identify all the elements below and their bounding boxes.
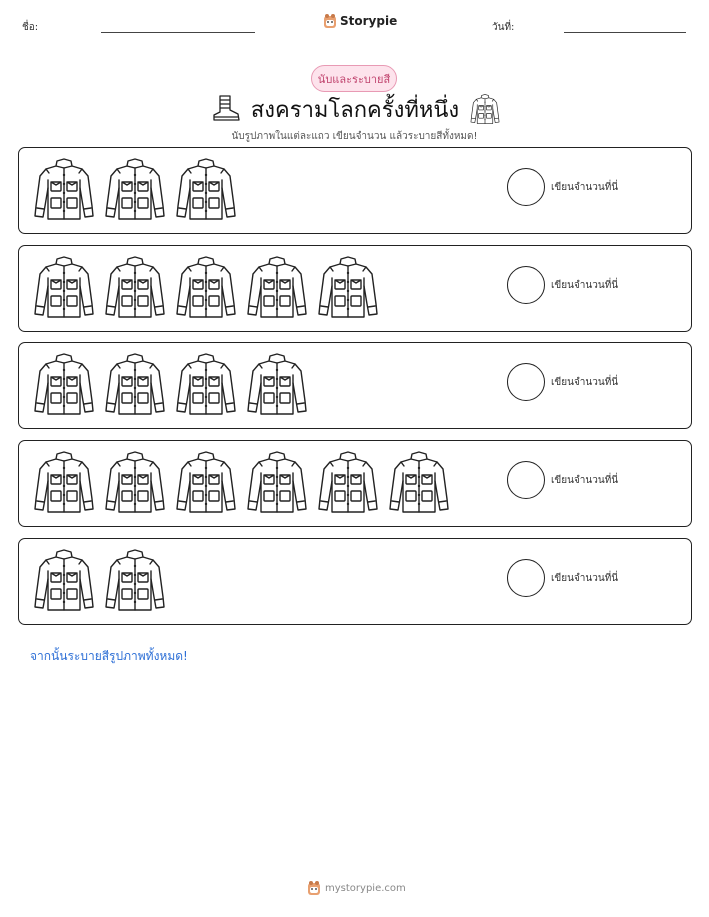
jacket-icon[interactable]	[173, 254, 239, 320]
brand-name: Storypie	[340, 14, 398, 28]
name-label: ชื่อ:	[22, 22, 39, 33]
jacket-icon[interactable]	[31, 254, 97, 320]
date-line[interactable]	[564, 32, 686, 33]
jacket-group	[31, 156, 239, 224]
jacket-icon[interactable]	[102, 351, 168, 417]
name-line[interactable]	[101, 32, 255, 33]
counting-row	[18, 342, 692, 429]
jacket-icon[interactable]	[102, 156, 168, 222]
answer-circle[interactable]	[507, 559, 545, 597]
counting-row	[18, 245, 692, 332]
jacket-icon[interactable]	[31, 156, 97, 222]
answer-circle[interactable]	[507, 168, 545, 206]
footer-instruction: จากนั้นระบายสีรูปภาพทั้งหมด!	[30, 649, 188, 663]
jacket-icon[interactable]	[31, 449, 97, 515]
counting-row	[18, 147, 692, 234]
storypie-mascot-icon	[323, 13, 337, 29]
jacket-icon[interactable]	[102, 547, 168, 613]
write-number-label: เขียนจำนวนที่นี่	[551, 280, 619, 291]
boot-icon	[211, 94, 241, 124]
jacket-icon[interactable]	[173, 351, 239, 417]
jacket-icon[interactable]	[386, 449, 452, 515]
jacket-icon[interactable]	[315, 254, 381, 320]
jacket-group	[31, 449, 452, 517]
storypie-mascot-icon	[307, 880, 321, 896]
counting-row	[18, 440, 692, 527]
counting-row	[18, 538, 692, 625]
write-number-label: เขียนจำนวนที่นี่	[551, 573, 619, 584]
answer-circle[interactable]	[507, 266, 545, 304]
jacket-icon[interactable]	[102, 449, 168, 515]
site-url: mystorypie.com	[325, 882, 406, 894]
jacket-icon[interactable]	[315, 449, 381, 515]
site-footer	[307, 880, 406, 896]
activity-badge: นับและระบายสี	[311, 65, 397, 92]
write-number-label: เขียนจำนวนที่นี่	[551, 182, 619, 193]
instructions: นับรูปภาพในแต่ละแถว เขียนจำนวน แล้วระบายสีทั้งหมด!	[231, 131, 478, 142]
jacket-group	[31, 547, 168, 615]
title-text: สงครามโลกครั้งที่หนึ่ง	[250, 97, 460, 123]
jacket-icon[interactable]	[244, 254, 310, 320]
answer-circle[interactable]	[507, 461, 545, 499]
jacket-icon[interactable]	[31, 547, 97, 613]
jacket-icon[interactable]	[31, 351, 97, 417]
brand-logo	[323, 13, 397, 29]
jacket-icon[interactable]	[102, 254, 168, 320]
worksheet-title	[200, 92, 512, 126]
jacket-icon[interactable]	[173, 449, 239, 515]
answer-circle[interactable]	[507, 363, 545, 401]
jacket-icon[interactable]	[173, 156, 239, 222]
jacket-group	[31, 351, 310, 419]
date-label: วันที่:	[492, 22, 515, 33]
jacket-icon[interactable]	[244, 449, 310, 515]
jacket-icon	[469, 93, 501, 125]
write-number-label: เขียนจำนวนที่นี่	[551, 475, 619, 486]
write-number-label: เขียนจำนวนที่นี่	[551, 377, 619, 388]
jacket-group	[31, 254, 381, 322]
jacket-icon[interactable]	[244, 351, 310, 417]
